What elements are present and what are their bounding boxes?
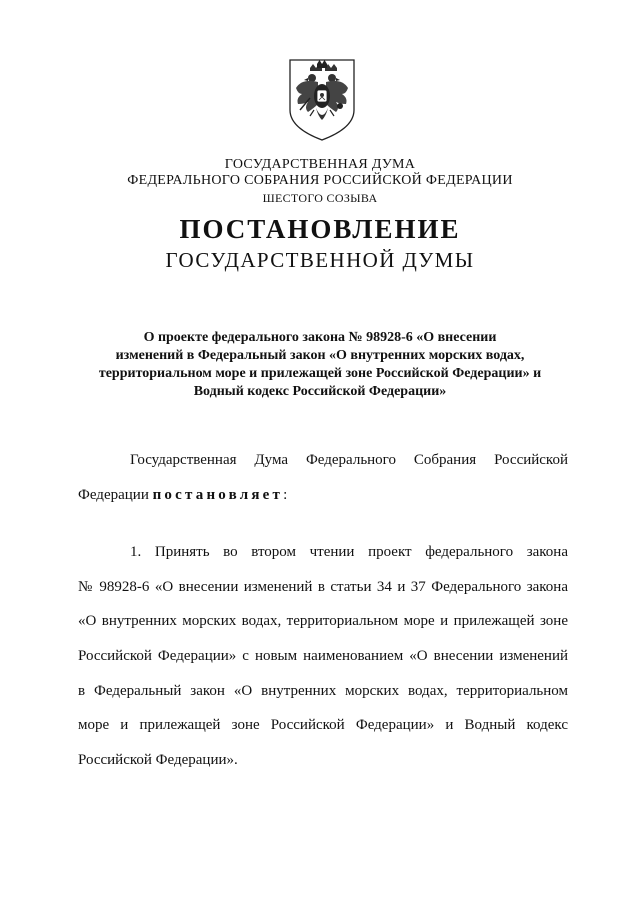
subject-line: Водный кодекс Российской Федерации»	[193, 384, 447, 399]
preamble-line	[78, 487, 568, 504]
item-1-line: море и прилежащей зоне Российской Федерации» и Водный кодекс	[78, 717, 568, 733]
item-1-line: Российской Федерации».	[78, 752, 238, 768]
preamble-text: Федерации	[78, 487, 153, 503]
preamble-colon: :	[283, 487, 288, 503]
item-1-line: в Федеральный закон «О внутренних морских водах, территориальном	[78, 683, 568, 699]
organization-full-name: ФЕДЕРАЛЬНОГО СОБРАНИЯ РОССИЙСКОЙ ФЕДЕРАЦИИ	[127, 173, 513, 188]
preamble-keyword: постановляет	[152, 487, 284, 503]
item-1-line: № 98928-6 «О внесении изменений в статьи 34 и 37 Федерального закона	[78, 579, 568, 595]
subject-line: изменений в Федеральный закон «О внутренних морских водах,	[115, 348, 525, 363]
preamble-line: Государственная Дума Федерального Собрания Российской	[130, 452, 568, 468]
organization-name: ГОСУДАРСТВЕННАЯ ДУМА	[224, 157, 416, 172]
document-type-title: ПОСТАНОВЛЕНИЕ	[179, 214, 461, 244]
coat-of-arms-icon	[288, 58, 356, 142]
item-1-line: Российской Федерации» с новым наименованием «О внесении изменений	[78, 648, 568, 664]
subject-line: О проекте федерального закона № 98928-6 «О внесении	[143, 330, 497, 345]
document-subject	[60, 329, 580, 401]
item-1-line: 1. Принять во втором чтении проект федерального закона	[130, 544, 568, 560]
convocation: ШЕСТОГО СОЗЫВА	[262, 191, 378, 205]
item-1-line: «О внутренних морских водах, территориальном море и прилежащей зоне	[78, 613, 568, 629]
document-issuer: ГОСУДАРСТВЕННОЙ ДУМЫ	[165, 248, 475, 272]
subject-line: территориальном море и прилежащей зоне Российской Федерации» и	[98, 366, 542, 381]
